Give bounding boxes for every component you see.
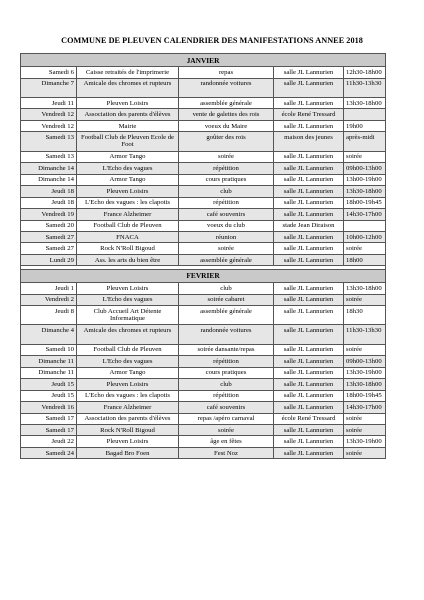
event-name: répétition (179, 197, 274, 208)
event-organizer: Association des parents d'élèves (77, 413, 179, 424)
event-date: Samedi 10 (21, 344, 77, 355)
month-header: FEVRIER (21, 269, 386, 282)
event-organizer: Armor Tango (77, 367, 179, 378)
event-date: Samedi 17 (21, 424, 77, 435)
event-name: randonnée voitures (179, 325, 274, 344)
event-place: école René Tressard (274, 109, 344, 120)
month-header: JANVIER (21, 54, 386, 67)
event-organizer: Mairie (77, 120, 179, 131)
event-date: Jeudi 22 (21, 436, 77, 447)
event-time: 09h00-13h00 (344, 356, 386, 367)
event-place: salle JL Lannurien (274, 447, 344, 458)
event-place: salle JL Lannurien (274, 197, 344, 208)
event-time: 14h30-17h00 (344, 209, 386, 220)
event-name: soirée dansante/repas (179, 344, 274, 355)
table-row (21, 67, 386, 78)
event-name: café souvenirs (179, 209, 274, 220)
event-place: salle JL Lannurien (274, 186, 344, 197)
month-header-row (21, 54, 386, 67)
event-date: Dimanche 4 (21, 325, 77, 344)
event-place: salle JL Lannurien (274, 344, 344, 355)
event-place: salle JL Lannurien (274, 163, 344, 174)
event-organizer: Rock N'Roll Bigoud (77, 424, 179, 435)
event-time: 19h00 (344, 120, 386, 131)
table-row (21, 367, 386, 378)
event-place: salle JL Lannurien (274, 254, 344, 265)
event-name: soirée (179, 151, 274, 162)
table-row (21, 447, 386, 458)
event-organizer: Pleuven Loisirs (77, 97, 179, 108)
event-date: Samedi 20 (21, 220, 77, 231)
event-date: Jeudi 8 (21, 306, 77, 325)
event-time: soirée (344, 424, 386, 435)
events-table (20, 53, 386, 459)
event-organizer: France Alzheimer (77, 209, 179, 220)
event-place: école René Tressard (274, 413, 344, 424)
event-time (344, 109, 386, 120)
table-row (21, 413, 386, 424)
event-organizer: Armor Tango (77, 174, 179, 185)
event-date: Dimanche 11 (21, 356, 77, 367)
event-organizer: Football Club de Pleuven (77, 344, 179, 355)
event-date: Dimanche 7 (21, 78, 77, 97)
event-date: Dimanche 14 (21, 174, 77, 185)
event-place: salle JL Lannurien (274, 306, 344, 325)
table-row (21, 390, 386, 401)
event-time: 18h00-19h45 (344, 197, 386, 208)
event-place: salle JL Lannurien (274, 243, 344, 254)
event-organizer: Pleuven Loisirs (77, 379, 179, 390)
event-place: salle JL Lannurien (274, 283, 344, 294)
event-time: 10h00-12h00 (344, 232, 386, 243)
event-place: salle JL Lannurien (274, 78, 344, 97)
table-row (21, 283, 386, 294)
event-name: cours pratiques (179, 174, 274, 185)
event-time: 18h00 (344, 254, 386, 265)
event-date: Vendredi 12 (21, 109, 77, 120)
event-date: Samedi 27 (21, 243, 77, 254)
event-date: Jeudi 1 (21, 283, 77, 294)
event-date: Samedi 13 (21, 151, 77, 162)
event-name: soirée (179, 424, 274, 435)
event-name: répétition (179, 163, 274, 174)
event-place: salle JL Lannurien (274, 120, 344, 131)
table-row (21, 436, 386, 447)
table-row (21, 424, 386, 435)
event-organizer: L'Echo des vagues : les clapotis (77, 197, 179, 208)
table-row (21, 402, 386, 413)
event-name: club (179, 283, 274, 294)
event-date: Lundi 29 (21, 254, 77, 265)
event-time: 09h00-13h00 (344, 163, 386, 174)
event-name: réunion (179, 232, 274, 243)
event-date: Dimanche 14 (21, 163, 77, 174)
table-row (21, 356, 386, 367)
event-organizer: Amicale des chromes et rupteurs (77, 78, 179, 97)
table-row (21, 78, 386, 97)
table-row (21, 197, 386, 208)
event-place: salle JL Lannurien (274, 232, 344, 243)
event-organizer: L'Echo des vagues (77, 163, 179, 174)
table-row (21, 163, 386, 174)
event-time: 18h00-19h45 (344, 390, 386, 401)
event-date: Samedi 24 (21, 447, 77, 458)
event-organizer: Rock N'Roll Bigoud (77, 243, 179, 254)
table-row (21, 243, 386, 254)
event-time: 18h30 (344, 306, 386, 325)
table-row (21, 109, 386, 120)
event-date: Dimanche 11 (21, 367, 77, 378)
event-organizer: Association des parents d'élèves (77, 109, 179, 120)
event-date: Jeudi 15 (21, 379, 77, 390)
event-time: 12h30-18h00 (344, 67, 386, 78)
event-date: Samedi 27 (21, 232, 77, 243)
event-place: salle JL Lannurien (274, 67, 344, 78)
event-name: voeux du club (179, 220, 274, 231)
event-name: voeux du Maire (179, 120, 274, 131)
event-name: café souvenirs (179, 402, 274, 413)
event-place: salle JL Lannurien (274, 294, 344, 305)
event-time: 13h30-19h00 (344, 367, 386, 378)
event-place: salle JL Lannurien (274, 97, 344, 108)
event-date: Samedi 17 (21, 413, 77, 424)
event-date: Jeudi 18 (21, 197, 77, 208)
event-organizer: Pleuven Loisirs (77, 283, 179, 294)
event-name: repas (179, 67, 274, 78)
event-time: 13h00-19h00 (344, 174, 386, 185)
page-title: COMMUNE DE PLEUVEN CALENDRIER DES MANIFESTATIONS ANNEE 2018 (61, 36, 363, 45)
event-date: Samedi 13 (21, 132, 77, 151)
event-place: salle JL Lannurien (274, 424, 344, 435)
event-name: assemblée générale (179, 254, 274, 265)
table-row (21, 379, 386, 390)
event-date: Samedi 6 (21, 67, 77, 78)
event-date: Vendredi 2 (21, 294, 77, 305)
table-row (21, 232, 386, 243)
event-time: 13h30-19h00 (344, 436, 386, 447)
event-place: salle JL Lannurien (274, 402, 344, 413)
event-organizer: L'Echo des vagues (77, 294, 179, 305)
event-organizer: Caisse retraités de l'imprimerie (77, 67, 179, 78)
table-row (21, 254, 386, 265)
event-name: répétition (179, 390, 274, 401)
event-name: Fest Noz (179, 447, 274, 458)
table-row (21, 120, 386, 131)
event-date: Jeudi 15 (21, 390, 77, 401)
event-time: après-midi (344, 132, 386, 151)
event-date: Jeudi 11 (21, 97, 77, 108)
event-time: 11h30-13h30 (344, 78, 386, 97)
event-date: Vendredi 19 (21, 209, 77, 220)
event-time: 13h30-18h00 (344, 283, 386, 294)
event-time: soirée (344, 294, 386, 305)
table-row (21, 97, 386, 108)
event-place: salle JL Lannurien (274, 325, 344, 344)
event-organizer: Bagad Bro Foen (77, 447, 179, 458)
event-time: 13h30-18h00 (344, 379, 386, 390)
table-row (21, 220, 386, 231)
event-date: Vendredi 16 (21, 402, 77, 413)
event-organizer: France Alzheimer (77, 402, 179, 413)
event-name: club (179, 186, 274, 197)
events-table-body (21, 54, 386, 459)
event-name: âge en fêtes (179, 436, 274, 447)
table-row (21, 132, 386, 151)
event-time: 13h30-18h00 (344, 186, 386, 197)
event-organizer: Ass. les arts du bien être (77, 254, 179, 265)
event-organizer: Pleuven Loisirs (77, 436, 179, 447)
month-header-row (21, 269, 386, 282)
event-organizer: Armor Tango (77, 151, 179, 162)
event-organizer: FNACA (77, 232, 179, 243)
event-name: assemblée générale (179, 306, 274, 325)
table-row (21, 174, 386, 185)
event-place: salle JL Lannurien (274, 436, 344, 447)
event-date: Jeudi 18 (21, 186, 77, 197)
event-name: club (179, 379, 274, 390)
event-time: soirée (344, 413, 386, 424)
table-row (21, 325, 386, 344)
event-name: assemblée générale (179, 97, 274, 108)
table-row (21, 344, 386, 355)
event-time: 14h30-17h00 (344, 402, 386, 413)
event-organizer: L'Echo des vagues (77, 356, 179, 367)
event-name: répétition (179, 356, 274, 367)
event-place: salle JL Lannurien (274, 390, 344, 401)
event-name: vente de galettes des rois (179, 109, 274, 120)
event-name: soirée cabaret (179, 294, 274, 305)
event-place: salle JL Lannurien (274, 151, 344, 162)
table-row (21, 209, 386, 220)
event-time: soirée (344, 243, 386, 254)
event-organizer: Club Accueil Art Détente Informatique (77, 306, 179, 325)
table-row (21, 306, 386, 325)
event-date: Vendredi 12 (21, 120, 77, 131)
event-name: randonnée voitures (179, 78, 274, 97)
event-place: maison des jeunes (274, 132, 344, 151)
event-time: soirée (344, 151, 386, 162)
event-time: 11h30-13h30 (344, 325, 386, 344)
event-organizer: Football Club de Pleuven Ecole de Foot (77, 132, 179, 151)
event-organizer: L'Echo des vagues : les clapotis (77, 390, 179, 401)
event-place: salle JL Lannurien (274, 209, 344, 220)
event-organizer: Amicale des chromes et rupteurs (77, 325, 179, 344)
table-row (21, 186, 386, 197)
event-place: salle JL Lannurien (274, 379, 344, 390)
event-time: 13h30-18h00 (344, 97, 386, 108)
event-time (344, 220, 386, 231)
event-time: soirée (344, 344, 386, 355)
event-organizer: Football Club de Pleuven (77, 220, 179, 231)
event-time: soirée (344, 447, 386, 458)
event-name: soirée (179, 243, 274, 254)
event-place: stade Jean Diraison (274, 220, 344, 231)
event-place: salle JL Lannurien (274, 367, 344, 378)
event-name: cours pratiques (179, 367, 274, 378)
event-place: salle JL Lannurien (274, 174, 344, 185)
event-place: salle JL Lannurien (274, 356, 344, 367)
event-name: repas /apéro carnaval (179, 413, 274, 424)
table-row (21, 151, 386, 162)
table-row (21, 294, 386, 305)
event-name: goûter des rois (179, 132, 274, 151)
event-organizer: Pleuven Loisirs (77, 186, 179, 197)
